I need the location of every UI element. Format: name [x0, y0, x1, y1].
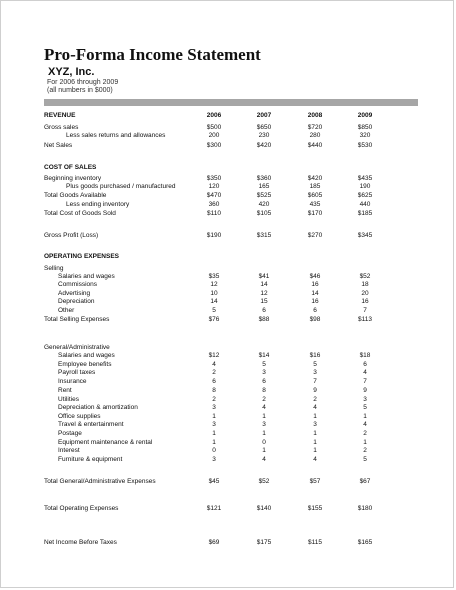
statement-row	[1, 192, 456, 200]
row-value: 1	[262, 430, 266, 437]
row-value: 1	[313, 413, 317, 420]
row-value: $57	[309, 478, 321, 485]
statement-row	[1, 361, 456, 369]
row-value: 1	[363, 439, 367, 446]
row-value: $190	[206, 232, 222, 239]
row-value: 435	[309, 201, 321, 208]
row-value: $35	[208, 273, 220, 280]
statement-row	[1, 124, 456, 132]
row-label: Net Income Before Taxes	[44, 539, 117, 546]
row-value: $420	[307, 175, 323, 182]
statement-row	[1, 344, 456, 352]
row-value: 8	[212, 387, 216, 394]
row-value: 5	[262, 361, 266, 368]
row-value: 440	[359, 201, 371, 208]
row-value: 7	[363, 307, 367, 314]
row-value: $300	[206, 142, 222, 149]
row-value: 120	[208, 183, 220, 190]
row-value: 3	[262, 369, 266, 376]
row-value: 3	[313, 421, 317, 428]
row-label: Beginning inventory	[44, 175, 102, 182]
statement-row	[1, 421, 456, 429]
statement-row	[1, 281, 456, 289]
statement-row	[1, 439, 456, 447]
row-value: $175	[256, 539, 272, 546]
row-value: $105	[256, 210, 272, 217]
row-value: 1	[313, 447, 317, 454]
row-value: 360	[208, 201, 220, 208]
row-value: 185	[309, 183, 321, 190]
row-label: Salaries and wages	[58, 352, 115, 359]
row-value: $88	[258, 316, 270, 323]
row-value: $41	[258, 273, 270, 280]
row-value: 14	[311, 290, 319, 297]
row-label: General/Administrative	[44, 344, 110, 351]
year-column-header: 2008	[307, 112, 323, 119]
row-value: 1	[212, 430, 216, 437]
row-label: Total General/Administrative Expenses	[44, 478, 156, 485]
row-value: $315	[256, 232, 272, 239]
year-column-header: 2007	[256, 112, 272, 119]
row-label: Net Sales	[44, 142, 73, 149]
row-value: $45	[208, 478, 220, 485]
section-header-row	[1, 253, 456, 261]
row-label: Total Cost of Goods Sold	[44, 210, 116, 217]
row-value: $185	[357, 210, 373, 217]
statement-row	[1, 378, 456, 386]
row-label: Less sales returns and allowances	[66, 132, 166, 139]
row-label: Utilities	[58, 396, 79, 403]
row-value: $52	[359, 273, 371, 280]
row-label: Total Goods Available	[44, 192, 107, 199]
row-value: $530	[357, 142, 373, 149]
row-value: $113	[358, 316, 372, 323]
row-value: $115	[308, 539, 322, 546]
statement-row	[1, 273, 456, 281]
section-header-row	[1, 164, 456, 172]
row-value: 16	[361, 298, 369, 305]
row-value: 6	[363, 361, 367, 368]
row-label: Gross Profit (Loss)	[44, 232, 99, 239]
row-value: 0	[212, 447, 216, 454]
row-label: Plus goods purchased / manufactured	[66, 183, 176, 190]
row-value: 8	[262, 387, 266, 394]
row-label: Equipment maintenance & rental	[58, 439, 153, 446]
statement-row	[1, 404, 456, 412]
row-value: $18	[359, 352, 371, 359]
period-note: For 2006 through 2009	[47, 79, 119, 86]
year-column-header: 2009	[357, 112, 373, 119]
statement-row	[1, 352, 456, 360]
statement-row	[1, 232, 456, 240]
row-value: $420	[256, 142, 272, 149]
header-divider-bar	[44, 99, 418, 106]
row-value: $46	[309, 273, 321, 280]
statement-row	[1, 369, 456, 377]
statement-row	[1, 210, 456, 218]
year-column-header: 2006	[206, 112, 222, 119]
statement-row	[1, 447, 456, 455]
row-label: Gross sales	[44, 124, 79, 131]
row-value: 15	[260, 298, 268, 305]
row-value: 3	[212, 404, 216, 411]
statement-row	[1, 456, 456, 464]
units-note: (all numbers in $000)	[47, 87, 113, 94]
row-value: $435	[357, 175, 373, 182]
row-value: $121	[206, 505, 222, 512]
row-value: $345	[357, 232, 373, 239]
row-label: Insurance	[58, 378, 87, 385]
section-header-row	[1, 112, 456, 120]
statement-row	[1, 413, 456, 421]
statement-row	[1, 142, 456, 150]
row-label: Furniture & equipment	[58, 456, 123, 463]
row-value: 5	[363, 456, 367, 463]
row-value: $98	[309, 316, 321, 323]
row-value: 0	[262, 439, 266, 446]
row-value: 200	[208, 132, 220, 139]
row-value: 3	[212, 421, 216, 428]
row-value: $52	[258, 478, 270, 485]
row-value: $625	[357, 192, 373, 199]
row-label: COST OF SALES	[44, 164, 97, 171]
statement-row	[1, 175, 456, 183]
row-value: 4	[363, 421, 367, 428]
row-label: Total Operating Expenses	[44, 505, 119, 512]
row-value: 2	[262, 396, 266, 403]
row-value: 18	[361, 281, 369, 288]
row-value: $165	[357, 539, 373, 546]
row-value: 1	[313, 430, 317, 437]
row-label: Other	[58, 307, 75, 314]
statement-row	[1, 290, 456, 298]
row-value: 2	[212, 369, 216, 376]
row-value: $69	[208, 539, 220, 546]
statement-row	[1, 316, 456, 324]
row-value: 4	[313, 456, 317, 463]
row-label: Depreciation	[58, 298, 95, 305]
row-label: Interest	[58, 447, 80, 454]
row-value: 2	[363, 430, 367, 437]
row-label: Depreciation & amortization	[58, 404, 138, 411]
row-label: Less ending inventory	[66, 201, 130, 208]
statement-row	[1, 478, 456, 486]
row-value: $650	[256, 124, 272, 131]
row-value: 1	[262, 447, 266, 454]
row-value: 16	[311, 281, 319, 288]
statement-row	[1, 505, 456, 513]
row-value: 1	[262, 413, 266, 420]
row-value: $440	[307, 142, 323, 149]
row-value: $270	[307, 232, 323, 239]
row-value: 3	[313, 369, 317, 376]
row-value: 1	[363, 413, 367, 420]
row-value: 6	[212, 378, 216, 385]
row-value: $720	[307, 124, 323, 131]
row-value: 7	[363, 378, 367, 385]
row-value: $12	[208, 352, 220, 359]
statement-row	[1, 298, 456, 306]
row-value: 6	[262, 378, 266, 385]
row-value: $360	[256, 175, 272, 182]
row-value: 14	[260, 281, 268, 288]
row-value: $170	[307, 210, 323, 217]
row-label: OPERATING EXPENSES	[44, 253, 120, 260]
row-value: 5	[363, 404, 367, 411]
row-label: REVENUE	[44, 112, 76, 119]
row-value: 4	[262, 456, 266, 463]
row-value: 3	[262, 421, 266, 428]
row-value: $16	[309, 352, 321, 359]
row-value: 1	[212, 439, 216, 446]
row-value: 10	[210, 290, 218, 297]
row-value: $14	[258, 352, 270, 359]
row-value: 9	[313, 387, 317, 394]
row-value: $76	[208, 316, 220, 323]
row-value: $350	[206, 175, 222, 182]
row-value: $110	[207, 210, 221, 217]
company-name: XYZ, Inc.	[48, 66, 95, 78]
row-value: $470	[206, 192, 222, 199]
row-value: 4	[212, 361, 216, 368]
row-label: Rent	[58, 387, 72, 394]
row-value: 7	[313, 378, 317, 385]
statement-row	[1, 265, 456, 273]
row-value: 5	[212, 307, 216, 314]
row-value: 4	[313, 404, 317, 411]
row-value: $155	[307, 505, 323, 512]
statement-row	[1, 201, 456, 209]
row-value: 2	[212, 396, 216, 403]
row-value: 320	[359, 132, 371, 139]
row-label: Postage	[58, 430, 82, 437]
row-label: Total Selling Expenses	[44, 316, 110, 323]
row-value: 20	[361, 290, 369, 297]
row-label: Selling	[44, 265, 64, 272]
row-value: 9	[363, 387, 367, 394]
row-value: 6	[262, 307, 266, 314]
row-value: 280	[309, 132, 321, 139]
row-value: 230	[258, 132, 270, 139]
row-value: $605	[307, 192, 323, 199]
row-value: $67	[359, 478, 371, 485]
row-value: $850	[357, 124, 373, 131]
statement-row	[1, 132, 456, 140]
row-value: 420	[258, 201, 270, 208]
row-value: $180	[357, 505, 373, 512]
row-label: Office supplies	[58, 413, 101, 420]
statement-row	[1, 539, 456, 547]
row-value: 3	[212, 456, 216, 463]
row-value: 5	[313, 361, 317, 368]
row-value: 14	[210, 298, 218, 305]
row-label: Salaries and wages	[58, 273, 115, 280]
row-label: Commissions	[58, 281, 98, 288]
row-value: 2	[313, 396, 317, 403]
document-title: Pro-Forma Income Statement	[44, 45, 261, 64]
row-value: 4	[363, 369, 367, 376]
row-value: 4	[262, 404, 266, 411]
row-value: 165	[258, 183, 270, 190]
row-value: $500	[206, 124, 222, 131]
row-value: $140	[256, 505, 272, 512]
row-label: Employee benefits	[58, 361, 112, 368]
statement-row	[1, 430, 456, 438]
row-label: Travel & entertainment	[58, 421, 124, 428]
row-value: 12	[260, 290, 268, 297]
row-value: 16	[311, 298, 319, 305]
row-value: 12	[210, 281, 218, 288]
row-value: 1	[313, 439, 317, 446]
row-value: 2	[363, 447, 367, 454]
row-value: 3	[363, 396, 367, 403]
statement-row	[1, 307, 456, 315]
statement-row	[1, 396, 456, 404]
row-value: 6	[313, 307, 317, 314]
row-label: Payroll taxes	[58, 369, 96, 376]
row-value: $525	[256, 192, 272, 199]
row-value: 190	[359, 183, 371, 190]
statement-row	[1, 387, 456, 395]
row-label: Advertising	[58, 290, 91, 297]
row-value: 1	[212, 413, 216, 420]
statement-row	[1, 183, 456, 191]
